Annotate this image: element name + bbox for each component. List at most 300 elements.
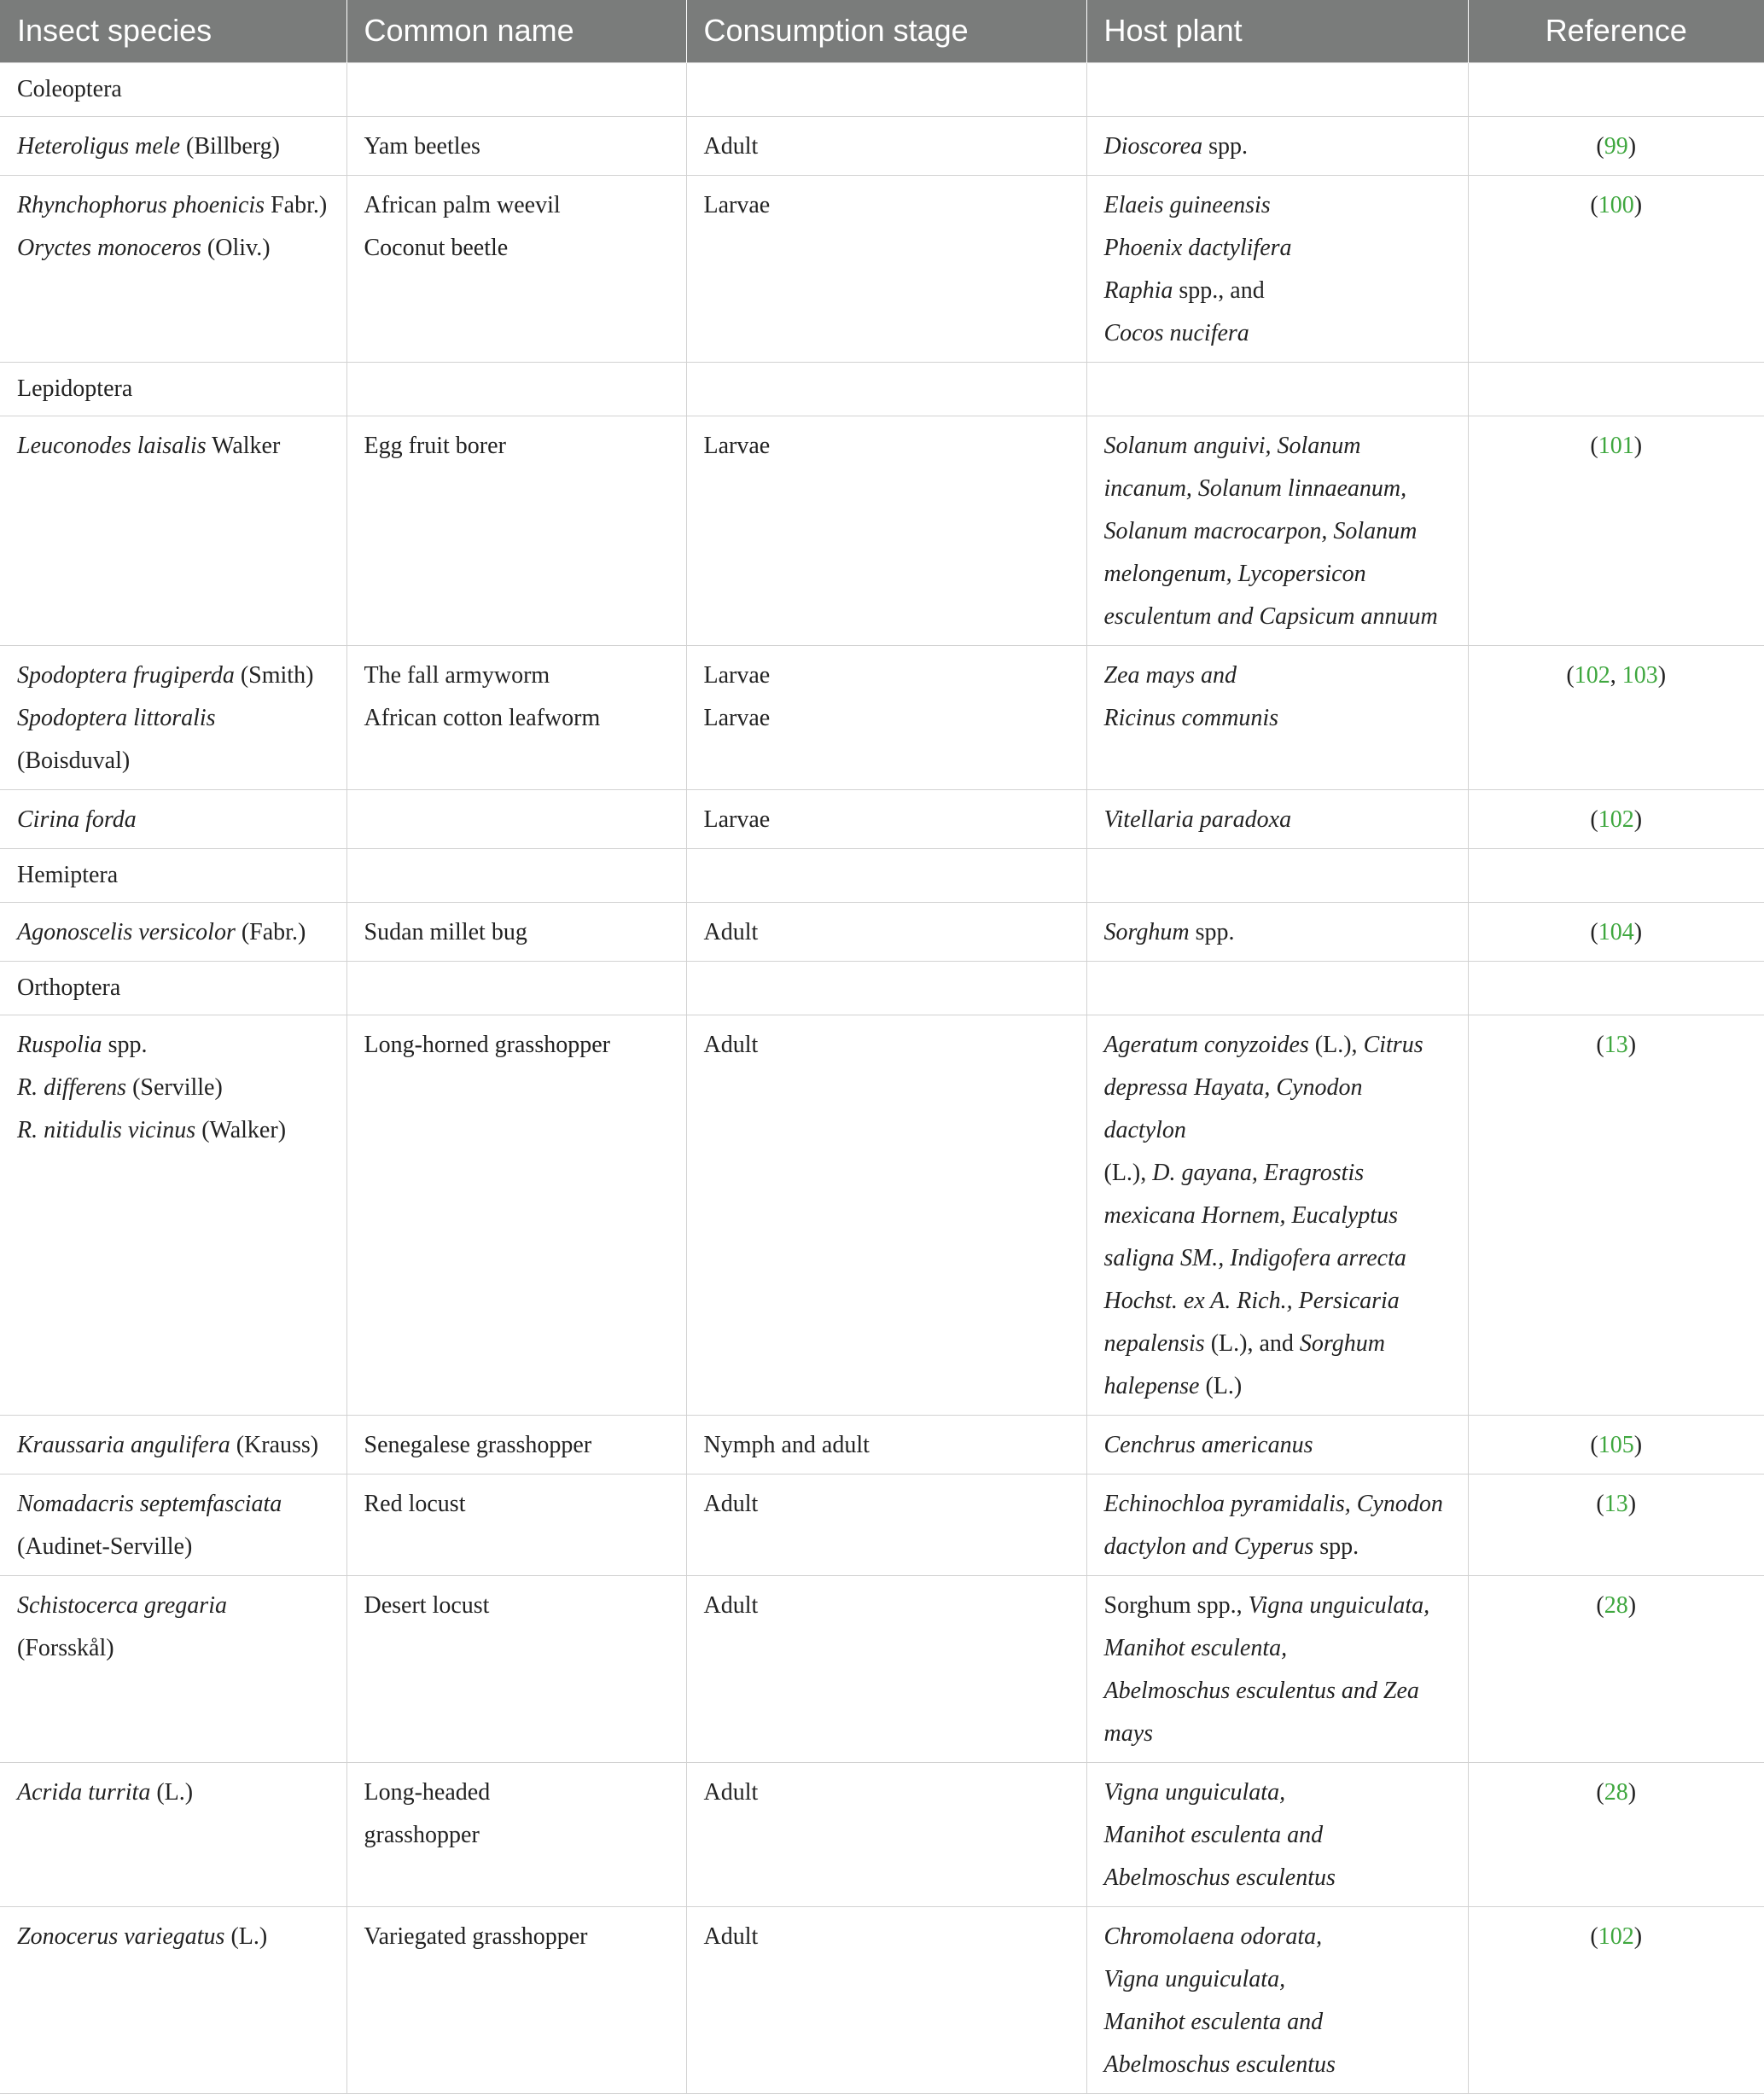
reference-cell (1468, 1575, 1764, 1762)
header-host-plant: Host plant (1086, 0, 1468, 62)
insect-species-cell (0, 1474, 346, 1575)
common-name-cell-line: Coconut beetle (364, 234, 509, 261)
insect-species-cell-line (17, 1024, 329, 1067)
common-name-cell-line: grasshopper (364, 1821, 480, 1848)
paren-open: ( (1590, 806, 1598, 833)
italic-text: R. nitidulis vicinus (17, 1116, 196, 1143)
italic-text: Rhynchophorus phoenicis (17, 191, 265, 218)
table-body (0, 62, 1764, 2093)
paren-open: ( (1590, 918, 1598, 945)
host-plant-cell-line (1104, 1152, 1451, 1195)
plain-text: (Billberg) (180, 132, 280, 160)
italic-text: Abelmoschus esculentus (1103, 1864, 1336, 1891)
reference-cell (1468, 1906, 1764, 2093)
italic-text: depressa Hayata, Cynodon dactylon (1103, 1073, 1363, 1143)
consumption-stage-cell-line: Larvae (703, 191, 771, 218)
italic-text: Ageratum conyzoides (1103, 1031, 1309, 1058)
common-name-cell (346, 902, 686, 961)
host-plant-cell-line (1104, 184, 1451, 227)
italic-text: Leuconodes laisalis (17, 432, 207, 459)
insect-species-cell-line (17, 1067, 329, 1109)
group-row (0, 961, 1764, 1015)
group-label: Coleoptera (0, 62, 346, 116)
host-plant-cell-line (1104, 1067, 1451, 1152)
insect-species-cell (0, 175, 346, 362)
group-row (0, 362, 1764, 416)
empty-cell (1086, 62, 1468, 116)
italic-text: Zonocerus variegatus (17, 1922, 225, 1950)
host-plant-cell-line (1104, 227, 1451, 270)
plain-text: (L.), (1308, 1031, 1364, 1058)
table-row (0, 175, 1764, 362)
empty-cell (686, 362, 1086, 416)
insect-species-cell-line (17, 740, 329, 782)
group-label: Orthoptera (0, 961, 346, 1015)
table-row (0, 1474, 1764, 1575)
consumption-stage-cell (686, 1415, 1086, 1474)
host-plant-cell-line (1104, 799, 1451, 841)
reference-link[interactable]: 101 (1598, 432, 1634, 459)
italic-text: Vitellaria paradoxa (1103, 806, 1292, 833)
reference-cell (1468, 1762, 1764, 1906)
paren-open: ( (1590, 432, 1598, 459)
italic-text: Zea mays and (1103, 661, 1237, 689)
table-row (0, 1015, 1764, 1415)
plain-text: (Audinet-Serville) (17, 1533, 193, 1560)
insect-species-cell-line (17, 1916, 329, 1958)
paren-open: ( (1596, 1778, 1604, 1806)
common-name-cell-line: Yam beetles (364, 132, 480, 160)
italic-text: Solanum macrocarpon, Solanum (1103, 517, 1418, 544)
insect-species-cell-line (17, 654, 329, 697)
common-name-cell (346, 1474, 686, 1575)
consumption-stage-cell (686, 1762, 1086, 1906)
host-plant-cell-line (1104, 1024, 1451, 1067)
consumption-stage-cell-line: Larvae (703, 806, 771, 833)
reference-cell (1468, 789, 1764, 848)
reference-link[interactable]: 100 (1598, 191, 1634, 218)
consumption-stage-cell-line: Adult (703, 918, 759, 945)
host-plant-cell-line (1104, 654, 1451, 697)
host-plant-cell (1086, 1415, 1468, 1474)
reference-cell (1468, 1474, 1764, 1575)
insect-species-cell-line (17, 911, 329, 954)
plain-text: (Smith) (234, 661, 314, 689)
consumption-stage-cell (686, 645, 1086, 789)
empty-cell (1468, 961, 1764, 1015)
italic-text: saligna SM., Indigofera arrecta (1103, 1244, 1406, 1271)
group-row (0, 848, 1764, 902)
consumption-stage-cell (686, 116, 1086, 175)
consumption-stage-cell (686, 1015, 1086, 1415)
common-name-cell (346, 1906, 686, 2093)
italic-text: esculentum and Capsicum annuum (1103, 602, 1438, 630)
plain-text: (L.) (224, 1922, 268, 1950)
insect-species-cell (0, 1015, 346, 1415)
plain-text: (Krauss) (230, 1431, 319, 1458)
empty-cell (1086, 362, 1468, 416)
reference-link[interactable]: 103 (1621, 661, 1658, 689)
paren-close: ) (1627, 1591, 1637, 1619)
common-name-cell (346, 116, 686, 175)
paren-close: ) (1633, 432, 1643, 459)
italic-text: Kraussaria angulifera (17, 1431, 230, 1458)
italic-text: Spodoptera littoralis (17, 704, 216, 731)
consumption-stage-cell (686, 902, 1086, 961)
italic-text: Phoenix dactylifera (1103, 234, 1292, 261)
insect-species-cell-line (17, 1526, 329, 1568)
paren-open: ( (1596, 1490, 1604, 1517)
paren-open: ( (1566, 661, 1575, 689)
paren-open: ( (1590, 1431, 1598, 1458)
table-row (0, 902, 1764, 961)
consumption-stage-cell (686, 1474, 1086, 1575)
paren-close: ) (1633, 806, 1643, 833)
common-name-cell-line: Egg fruit borer (364, 432, 506, 459)
common-name-cell-line: Variegated grasshopper (364, 1922, 588, 1950)
paren-open: ( (1596, 132, 1604, 160)
table-row (0, 416, 1764, 645)
italic-text: Raphia (1103, 276, 1173, 304)
italic-text: mexicana Hornem, Eucalyptus (1103, 1201, 1398, 1229)
host-plant-cell-line (1104, 553, 1451, 596)
paren-open: ( (1590, 1922, 1598, 1950)
consumption-stage-cell-line: Adult (703, 1591, 759, 1619)
italic-text: Citrus (1363, 1031, 1423, 1058)
common-name-cell-line: The fall armyworm (364, 661, 550, 689)
consumption-stage-cell (686, 1906, 1086, 2093)
insect-species-cell-line (17, 184, 329, 227)
common-name-cell (346, 789, 686, 848)
reference-link[interactable]: 105 (1598, 1431, 1634, 1458)
host-plant-cell (1086, 789, 1468, 848)
host-plant-cell-line (1104, 1424, 1451, 1467)
common-name-cell-line: Long-headed (364, 1778, 491, 1806)
paren-close: ) (1627, 132, 1637, 160)
italic-text: Manihot esculenta, (1103, 1634, 1288, 1661)
insect-species-cell (0, 1762, 346, 1906)
reference-cell (1468, 902, 1764, 961)
italic-text: Vigna unguiculata, (1248, 1591, 1430, 1619)
reference-link[interactable]: 13 (1604, 1490, 1628, 1517)
italic-text: Abelmoschus esculentus and Zea (1103, 1677, 1419, 1704)
italic-text: Manihot esculenta and (1103, 2008, 1324, 2035)
italic-text: Sorghum (1103, 918, 1190, 945)
italic-text: Echinochloa pyramidalis, Cynodon (1103, 1490, 1443, 1517)
common-name-cell-line: Sudan millet bug (364, 918, 527, 945)
host-plant-cell-line (1104, 1526, 1451, 1568)
paren-close: ) (1633, 1922, 1643, 1950)
host-plant-cell-line (1104, 1670, 1451, 1713)
insect-species-cell (0, 645, 346, 789)
paren-close: ) (1627, 1490, 1637, 1517)
reference-link[interactable]: 28 (1604, 1591, 1628, 1619)
common-name-cell (346, 175, 686, 362)
host-plant-cell-line (1104, 425, 1451, 468)
reference-cell (1468, 645, 1764, 789)
common-name-cell (346, 1015, 686, 1415)
host-plant-cell-line (1104, 312, 1451, 355)
host-plant-cell-line (1104, 510, 1451, 553)
header-row (0, 0, 1764, 62)
host-plant-cell-line (1104, 2044, 1451, 2086)
italic-text: Hochst. ex A. Rich., Persicaria (1103, 1287, 1400, 1314)
italic-text: Cocos nucifera (1103, 319, 1249, 346)
table-row (0, 1415, 1764, 1474)
host-plant-cell-line (1104, 697, 1451, 740)
host-plant-cell-line (1104, 596, 1451, 638)
consumption-stage-cell-line: Larvae (703, 432, 771, 459)
plain-text: (Fabr.) (235, 918, 306, 945)
table-row (0, 645, 1764, 789)
common-name-cell (346, 1415, 686, 1474)
common-name-cell-line: Long-horned grasshopper (364, 1031, 610, 1058)
insect-species-cell-line (17, 799, 329, 841)
plain-text: (L.) (1199, 1372, 1243, 1399)
host-plant-cell-line (1104, 1958, 1451, 2001)
consumption-stage-cell-line: Adult (703, 1922, 759, 1950)
paren-close: ) (1627, 1778, 1637, 1806)
group-label: Hemiptera (0, 848, 346, 902)
italic-text: Schistocerca gregaria (17, 1591, 227, 1619)
consumption-stage-cell-line: Larvae (703, 704, 771, 731)
host-plant-cell (1086, 175, 1468, 362)
italic-text: Elaeis guineensis (1103, 191, 1271, 218)
insect-species-cell (0, 416, 346, 645)
plain-text: Walker (206, 432, 281, 459)
insect-species-cell (0, 1415, 346, 1474)
common-name-cell-line: Senegalese grasshopper (364, 1431, 592, 1458)
insect-species-cell-line (17, 1424, 329, 1467)
plain-text: Fabr.) (265, 191, 328, 218)
common-name-cell-line: African cotton leafworm (364, 704, 601, 731)
host-plant-cell (1086, 645, 1468, 789)
host-plant-cell (1086, 902, 1468, 961)
italic-text: mays (1103, 1719, 1154, 1747)
host-plant-cell (1086, 1906, 1468, 2093)
host-plant-cell-line (1104, 1365, 1451, 1408)
empty-cell (1468, 848, 1764, 902)
reference-link[interactable]: 99 (1604, 132, 1628, 160)
host-plant-cell (1086, 1575, 1468, 1762)
paren-close: ) (1633, 191, 1643, 218)
common-name-cell-line: Desert locust (364, 1591, 490, 1619)
common-name-cell (346, 645, 686, 789)
insect-species-cell-line (17, 1771, 329, 1814)
consumption-stage-cell (686, 1575, 1086, 1762)
italic-text: Abelmoschus esculentus (1103, 2050, 1336, 2078)
common-name-cell (346, 1575, 686, 1762)
paren-open: ( (1596, 1031, 1604, 1058)
empty-cell (1468, 62, 1764, 116)
italic-text: Manihot esculenta and (1103, 1821, 1324, 1848)
header-common-name: Common name (346, 0, 686, 62)
italic-text: Ricinus communis (1103, 704, 1279, 731)
table-row (0, 1575, 1764, 1762)
reference-cell (1468, 1015, 1764, 1415)
common-name-cell-line: African palm weevil (364, 191, 561, 218)
empty-cell (1468, 362, 1764, 416)
reference-cell (1468, 1415, 1764, 1474)
insect-species-cell-line (17, 227, 329, 270)
table-row (0, 789, 1764, 848)
italic-text: Cenchrus americanus (1103, 1431, 1313, 1458)
italic-text: incanum, Solanum linnaeanum, (1103, 474, 1407, 502)
host-plant-cell-line (1104, 2001, 1451, 2044)
host-plant-cell-line (1104, 1237, 1451, 1280)
insect-species-cell-line (17, 1483, 329, 1526)
paren-close: ) (1627, 1031, 1637, 1058)
plain-text: spp. (1313, 1533, 1359, 1560)
consumption-stage-cell-line: Adult (703, 1778, 759, 1806)
table-row (0, 1906, 1764, 2093)
reference-link[interactable]: 104 (1598, 918, 1634, 945)
plain-text: (Boisduval) (17, 747, 131, 774)
reference-link[interactable]: 102 (1598, 806, 1634, 833)
italic-text: R. differens (17, 1073, 127, 1101)
plain-text: spp. (1189, 918, 1235, 945)
reference-cell (1468, 416, 1764, 645)
table-row (0, 1762, 1764, 1906)
italic-text: Cirina forda (17, 806, 137, 833)
empty-cell (346, 961, 686, 1015)
host-plant-cell-line (1104, 1627, 1451, 1670)
host-plant-cell-line (1104, 1585, 1451, 1627)
paren-close: ) (1633, 918, 1643, 945)
header-reference: Reference (1468, 0, 1764, 62)
consumption-stage-cell (686, 175, 1086, 362)
insect-species-cell-line (17, 1585, 329, 1670)
italic-text: Heteroligus mele (17, 132, 181, 160)
paren-close: ) (1633, 1431, 1643, 1458)
plain-text: spp. (102, 1031, 148, 1058)
empty-cell (686, 961, 1086, 1015)
group-label: Lepidoptera (0, 362, 346, 416)
consumption-stage-cell-line: Nymph and adult (703, 1431, 870, 1458)
consumption-stage-cell-line: Adult (703, 1490, 759, 1517)
consumption-stage-cell-line: Adult (703, 1031, 759, 1058)
reference-link[interactable]: 28 (1604, 1778, 1628, 1806)
host-plant-cell-line (1104, 1857, 1451, 1899)
insect-species-cell (0, 1575, 346, 1762)
header-consumption-stage: Consumption stage (686, 0, 1086, 62)
plain-text: Sorghum spp., (1103, 1591, 1249, 1619)
plain-text: (L.), and (1204, 1329, 1300, 1357)
italic-text: Sorghum (1299, 1329, 1385, 1357)
italic-text: Ruspolia (17, 1031, 102, 1058)
host-plant-cell-line (1104, 270, 1451, 312)
host-plant-cell-line (1104, 1771, 1451, 1814)
consumption-stage-cell (686, 789, 1086, 848)
paren-open: ( (1590, 191, 1598, 218)
italic-text: Solanum anguivi, Solanum (1103, 432, 1361, 459)
reference-cell (1468, 175, 1764, 362)
empty-cell (686, 848, 1086, 902)
host-plant-cell-line (1104, 1713, 1451, 1755)
italic-text: Acrida turrita (17, 1778, 151, 1806)
consumption-stage-cell-line: Larvae (703, 661, 771, 689)
host-plant-cell-line (1104, 1280, 1451, 1323)
header-insect-species: Insect species (17, 13, 212, 49)
ref-separator: , (1610, 661, 1622, 689)
reference-link[interactable]: 102 (1574, 661, 1610, 689)
table-row (0, 116, 1764, 175)
empty-cell (346, 848, 686, 902)
plain-text: (Walker) (195, 1116, 287, 1143)
insect-species-cell-line (17, 697, 329, 740)
host-plant-cell-line (1104, 911, 1451, 954)
italic-text: Agonoscelis versicolor (17, 918, 236, 945)
italic-text: Nomadacris septemfasciata (17, 1490, 282, 1517)
empty-cell (1086, 848, 1468, 902)
host-plant-cell-line (1104, 1483, 1451, 1526)
italic-text: dactylon and Cyperus (1103, 1533, 1314, 1560)
group-row (0, 62, 1764, 116)
plain-text: (L.) (150, 1778, 194, 1806)
common-name-cell (346, 1762, 686, 1906)
host-plant-cell (1086, 1474, 1468, 1575)
plain-text: spp., and (1173, 276, 1265, 304)
plain-text: spp. (1202, 132, 1249, 160)
italic-text: melongenum, Lycopersicon (1103, 560, 1366, 587)
insect-species-cell (0, 789, 346, 848)
empty-cell (346, 62, 686, 116)
italic-text: D. gayana, Eragrostis (1152, 1159, 1365, 1186)
host-plant-cell (1086, 1015, 1468, 1415)
empty-cell (686, 62, 1086, 116)
insect-species-cell (0, 902, 346, 961)
italic-text: Dioscorea (1103, 132, 1203, 160)
host-plant-cell-line (1104, 1323, 1451, 1365)
host-plant-cell (1086, 416, 1468, 645)
paren-open: ( (1596, 1591, 1604, 1619)
italic-text: Vigna unguiculata, (1103, 1778, 1286, 1806)
host-plant-cell-line (1104, 468, 1451, 510)
plain-text: (L.), (1103, 1159, 1153, 1186)
reference-cell (1468, 116, 1764, 175)
empty-cell (346, 362, 686, 416)
italic-text: Chromolaena odorata, (1103, 1922, 1323, 1950)
reference-link[interactable]: 102 (1598, 1922, 1634, 1950)
consumption-stage-cell (686, 416, 1086, 645)
italic-text: nepalensis (1103, 1329, 1205, 1357)
insect-species-cell (0, 1906, 346, 2093)
host-plant-cell-line (1104, 1916, 1451, 1958)
plain-text: (Serville) (126, 1073, 223, 1101)
plain-text: (Oliv.) (201, 234, 271, 261)
insect-species-cell-line (17, 125, 329, 168)
host-plant-cell-line (1104, 1195, 1451, 1237)
insect-species-cell (0, 116, 346, 175)
consumption-stage-cell-line: Adult (703, 132, 759, 160)
host-plant-cell-line (1104, 1814, 1451, 1857)
insect-species-cell-line (17, 425, 329, 468)
common-name-cell (346, 416, 686, 645)
reference-link[interactable]: 13 (1604, 1031, 1628, 1058)
empty-cell (1086, 961, 1468, 1015)
host-plant-cell (1086, 1762, 1468, 1906)
plain-text: (Forsskål) (17, 1634, 114, 1661)
host-plant-cell (1086, 116, 1468, 175)
paren-close: ) (1657, 661, 1667, 689)
insect-species-cell-line (17, 1109, 329, 1152)
italic-text: halepense (1103, 1372, 1200, 1399)
italic-text: Vigna unguiculata, (1103, 1965, 1286, 1992)
italic-text: Spodoptera frugiperda (17, 661, 235, 689)
table-header (0, 0, 1764, 62)
host-plant-cell-line (1104, 125, 1451, 168)
italic-text: Oryctes monoceros (17, 234, 201, 261)
